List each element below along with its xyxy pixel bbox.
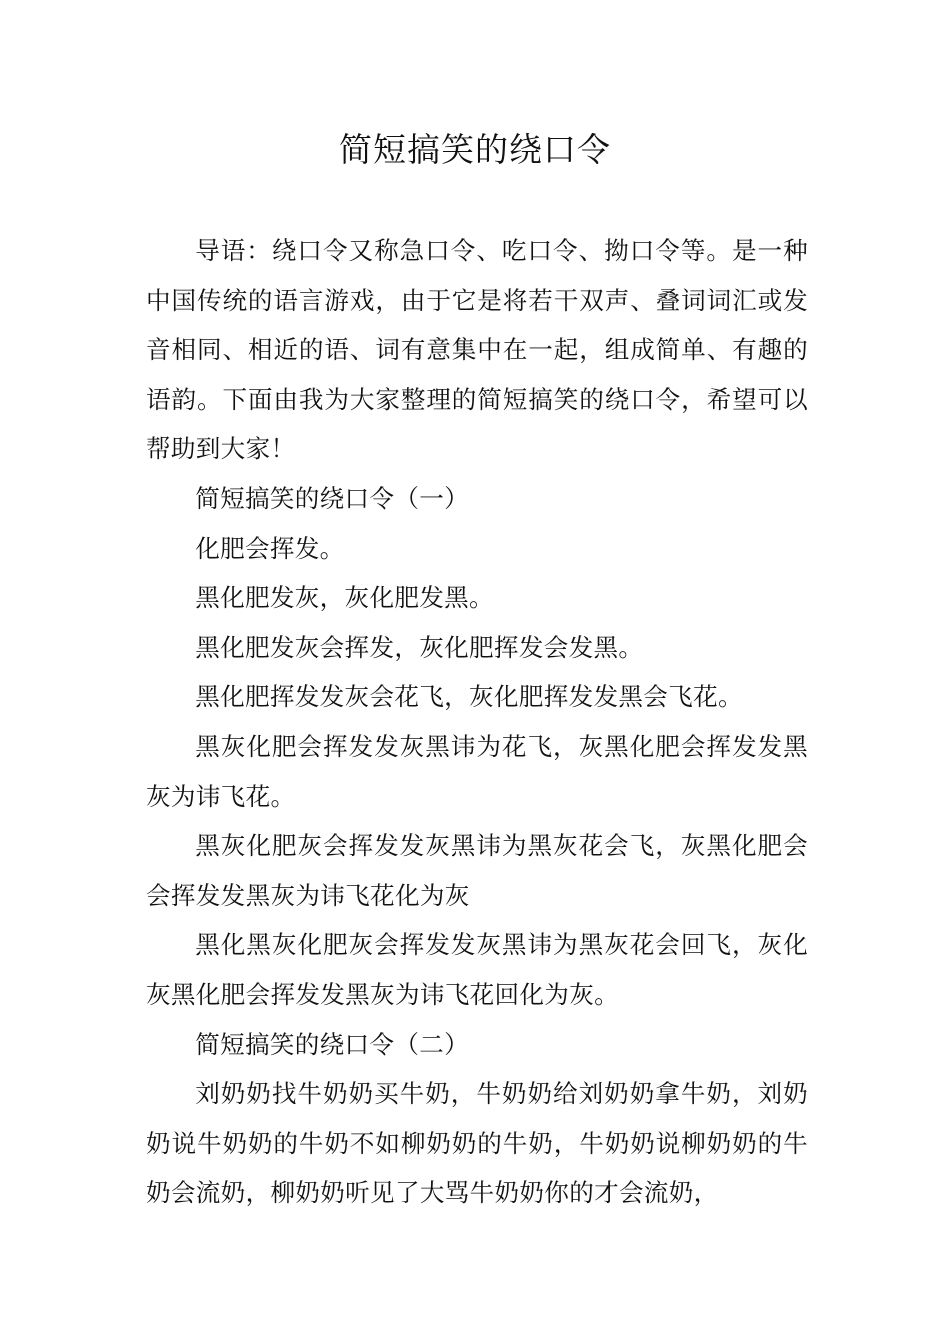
tongue-twister-line: 黑化肥发灰，灰化肥发黑。 (195, 583, 494, 613)
tongue-twister-paragraph: 黑化黑灰化肥灰会挥发发灰黑讳为黑灰花会回飞，灰化灰黑化肥会挥发发黑灰为讳飞花回化为灰。 (146, 930, 808, 1009)
tongue-twister-paragraph: 黑灰化肥会挥发发灰黑讳为花飞，灰黑化肥会挥发发黑灰为讳飞花。 (146, 731, 808, 811)
document-title: 简短搞笑的绕口令 (339, 130, 611, 169)
section-heading-2: 简短搞笑的绕口令（二） (195, 1029, 470, 1059)
section-heading-1: 简短搞笑的绕口令（一） (195, 483, 470, 513)
tongue-twister-line: 黑化肥发灰会挥发，灰化肥挥发会发黑。 (195, 632, 644, 662)
tongue-twister-paragraph: 黑灰化肥灰会挥发发灰黑讳为黑灰花会飞，灰黑化肥会会挥发发黑灰为讳飞花化为灰 (146, 831, 808, 910)
intro-paragraph: 导语：绕口令又称急口令、吃口令、拗口令等。是一种中国传统的语言游戏，由于它是将若干双声、叠词词汇或发音相同、相近的语、词有意集中在一起，组成简单、有趣的语韵。下面由我为大家整理的简短搞笑的绕口令，希望可以帮助到大家！ (146, 236, 808, 464)
tongue-twister-line: 化肥会挥发。 (195, 533, 345, 563)
tongue-twister-paragraph: 刘奶奶找牛奶奶买牛奶，牛奶奶给刘奶奶拿牛奶，刘奶奶说牛奶奶的牛奶不如柳奶奶的牛奶，牛奶奶说柳奶奶的牛奶会流奶，柳奶奶听见了大骂牛奶奶你的才会流奶， (146, 1079, 808, 1208)
document-body (146, 226, 808, 1218)
tongue-twister-line: 黑化肥挥发发灰会花飞，灰化肥挥发发黑会飞花。 (195, 682, 743, 712)
